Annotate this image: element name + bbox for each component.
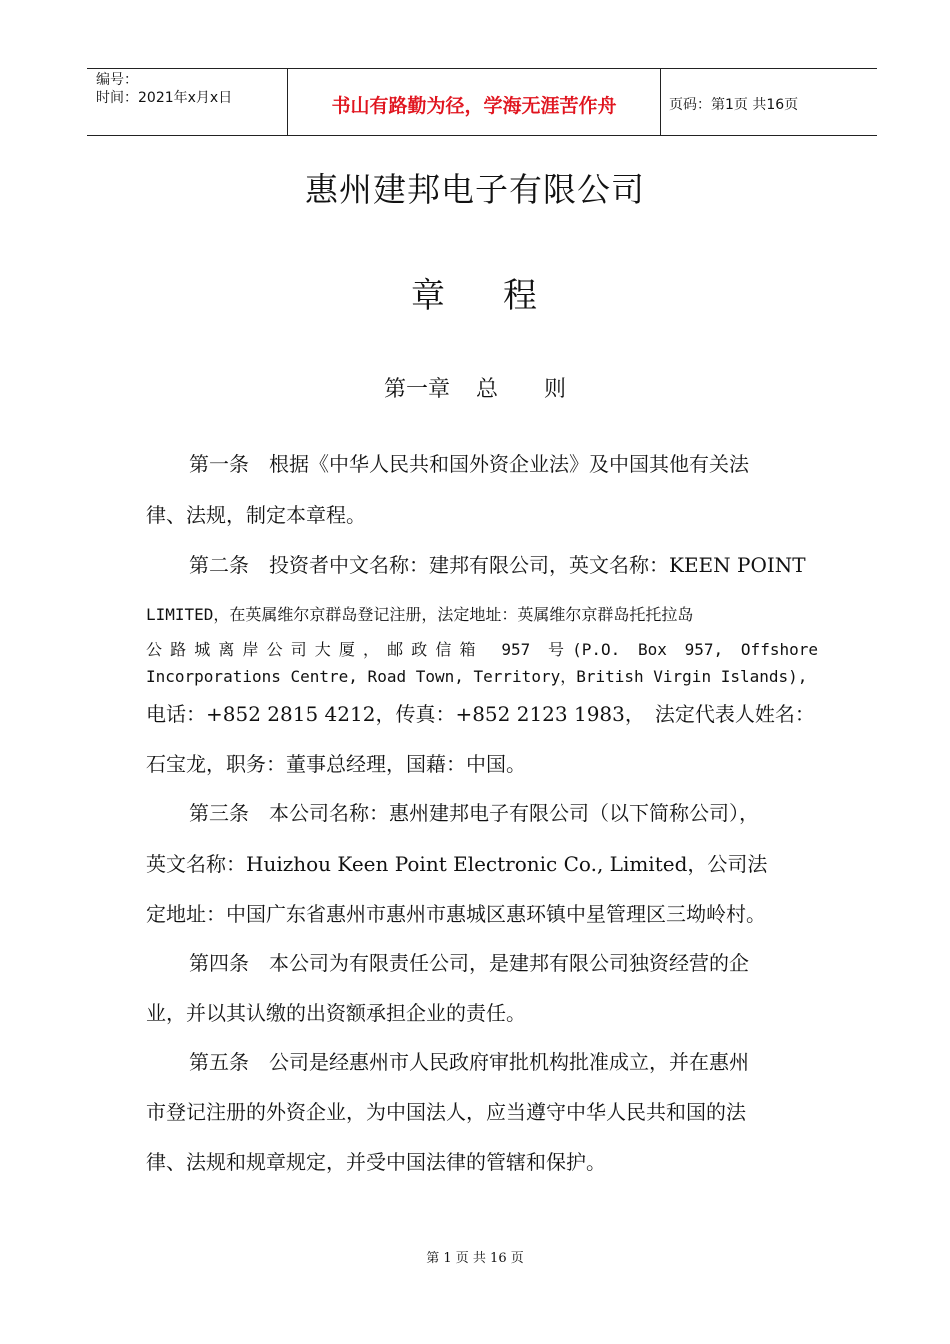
header-page-info: 页码：第1页 共16页	[669, 97, 799, 113]
article-3-line-1: 第三条 本公司名称：惠州建邦电子有限公司（以下简称公司），	[189, 801, 759, 825]
article-4-line-2: 业，并以其认缴的出资额承担企业的责任。	[146, 1001, 526, 1025]
page-footer: 第 1 页 共 16 页	[426, 1251, 524, 1266]
article-2-line-4: Incorporations Centre, Road Town, Territory，British Virgin Islands),	[146, 667, 808, 686]
header-motto: 书山有路勤为径，学海无涯苦作舟	[288, 69, 661, 135]
chapter-char-1: 总	[475, 377, 498, 402]
article-2-line-1: 第二条 投资者中文名称：建邦有限公司，英文名称：KEEN POINT	[189, 553, 806, 577]
page-header	[87, 68, 877, 136]
chapter-heading	[0, 372, 950, 403]
article-2-line-3: 公路城离岸公司大厦，邮政信箱 957 号(P.O. Box 957, Offshore	[146, 640, 818, 659]
chapter-char-2: 则	[544, 377, 567, 402]
article-1-line-2: 律、法规，制定本章程。	[146, 503, 366, 527]
number-label: 编号：	[96, 72, 138, 88]
article-5-line-2: 市登记注册的外资企业，为中国法人，应当遵守中华人民共和国的法	[146, 1100, 746, 1124]
article-2-line-6: 石宝龙，职务：董事总经理，国藉：中国。	[146, 752, 526, 776]
article-3-line-3: 定地址：中国广东省惠州市惠州市惠城区惠环镇中星管理区三坳岭村。	[146, 902, 766, 926]
article-4-line-1: 第四条 本公司为有限责任公司，是建邦有限公司独资经营的企	[189, 951, 749, 975]
title-char-1: 章	[411, 276, 447, 316]
article-1-line-1: 第一条 根据《中华人民共和国外资企业法》及中国其他有关法	[189, 452, 749, 476]
title-char-2: 程	[503, 276, 539, 316]
article-3-line-2: 英文名称：Huizhou Keen Point Electronic Co., Limited，公司法	[146, 852, 768, 876]
article-5-line-3: 律、法规和规章规定，并受中国法律的管辖和保护。	[146, 1150, 606, 1174]
company-name: 惠州建邦电子有限公司	[305, 170, 645, 209]
document-title	[0, 268, 950, 317]
chapter-number: 第一章	[383, 377, 450, 402]
header-meta	[87, 69, 288, 135]
article-2-line-2: LIMITED，在英属维尔京群岛登记注册，法定地址：英属维尔京群岛托托拉岛	[146, 605, 694, 624]
article-5-line-1: 第五条 公司是经惠州市人民政府审批机构批准成立，并在惠州	[189, 1050, 749, 1074]
article-2-line-5: 电话：+852 2815 4212，传真：+852 2123 1983， 法定代表人姓名：	[146, 702, 815, 726]
time-label: 时间：2021年x月x日	[96, 90, 233, 106]
